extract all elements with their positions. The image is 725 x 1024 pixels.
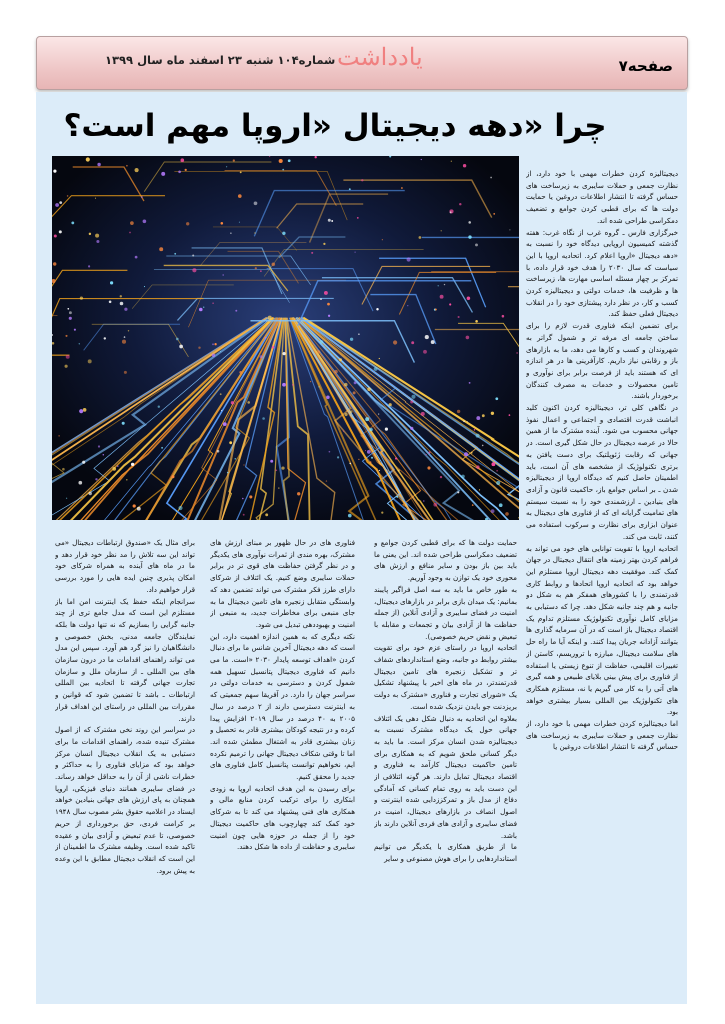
circuit-light [288, 159, 291, 162]
circuit-light [62, 468, 65, 471]
circuit-light [86, 157, 90, 161]
circuit-light [345, 413, 348, 416]
circuit-light [129, 232, 131, 234]
circuit-light [318, 386, 319, 387]
circuit-light [96, 240, 99, 243]
circuit-light [53, 262, 56, 265]
circuit-light [427, 466, 430, 469]
circuit-light [112, 467, 116, 471]
circuit-light [476, 416, 480, 420]
circuit-light [265, 513, 268, 516]
circuit-light [423, 500, 424, 501]
circuit-light [491, 462, 495, 466]
circuit-light [124, 371, 127, 374]
circuit-light [178, 506, 182, 510]
circuit-light [328, 219, 331, 222]
article-paragraph: به طور خاص ما باید به سه اصل فراگیر پایبند بمانیم: یک میدان بازی برابر در بازارهای دیجیتال، امنیت در فضای سایبری و آزادی آنلاین (از جمله حفاظت ها از آزادی بیان و تجمعات و مقابله با تبعیض و نقض حریم خصوصی). [374, 584, 517, 641]
circuit-light [144, 286, 145, 287]
circuit-light [124, 336, 126, 338]
circuit-light [59, 201, 62, 204]
circuit-light [469, 382, 471, 384]
circuit-light [239, 222, 240, 223]
circuit-light [349, 463, 350, 464]
circuit-light [348, 514, 352, 518]
circuit-light [367, 450, 371, 454]
circuit-light [53, 169, 56, 172]
article-paragraph: اتحادیه اروپا با تقویت توانایی های خود می تواند به فراهم کردن بهتر زمینه های انتقال دیجیتال در جهان کمک کند. موفقیت دهه دیجیتال اروپا مستلزم این خواهد بود که اتحادیه اروپا اتحادها و روابط کاری قدرتمندی را با کشورهای همفکر هم به شکل دو جانبه و هم چند جانبه شکل دهد. چرا که دستیابی به مزایای کامل نوآوری تکنولوژیک مستلزم تداوم یک اقتصاد دیجیتال باز است که در آن سرمایه گذاری ها بتوانند آزادانه جریان پیدا کنند. و اینکه آیا ما راه حل های سلامت دیجیتال، مبارزه با تروریسم، کاستن از تغییرات اقلیمی، حفاظت از تنوع زیستی یا استفاده از فناوری برای پیش بینی بلایای طبیعی و همه گیری های آتی را به کار می گیریم یا نه، مستلزم همکاری های تکنولوژیک بین المللی بسیار بیشتری خواهد بود. [526, 543, 678, 717]
article-paragraph: ما از طریق همکاری با یکدیگر می توانیم استانداردهایی را برای هوش مصنوعی و سایر [374, 842, 517, 863]
circuit-light [421, 412, 425, 416]
circuit-light [275, 469, 277, 471]
circuit-light [104, 337, 106, 339]
circuit-light [297, 492, 300, 495]
circuit-light [479, 489, 480, 490]
circuit-light [117, 465, 119, 467]
circuit-light [128, 330, 129, 331]
circuit-light [317, 350, 320, 353]
circuit-light [449, 303, 451, 305]
circuit-light [463, 164, 466, 167]
article-paragraph: خبرگزاری فارس ـ گروه غرب از نگاه غرب: هفته گذشته کمیسیون اروپایی دیدگاه خود را نسبت به «دهه دیجیتال «اروپا اعلام کرد. اتحادیه اروپا با این سیاست که سال ۲۰۳۰ را هدف خود قرار داده، با تمرکز بر چهار مسئله اساسی مهارت ها، زیرساخت ها و ظرفیت ها، خدمات دولتی و دیجیتالیزه کردن کسب و کار، در نظر دارد پیشتازی خود را در انقلاب دیجیتال فعلی حفظ کند. [526, 227, 678, 319]
circuit-light [357, 217, 359, 219]
circuit-light [122, 422, 125, 425]
circuit-light [311, 252, 313, 254]
circuit-light [158, 405, 160, 407]
article-paragraph: برای رسیدن به این هدف اتحادیه اروپا به زودی ابتکاری را برای ترکیب کردن منابع مالی و همکاری های فنی پیشنهاد می کند تا به شرکای خود کمک کند چهارچوب های حاکمیت دیجیتال خود را از جمله در حوزه هایی چون امنیت سایبری و حفاظت از داده ها شکل دهند. [210, 783, 355, 852]
circuit-light [474, 429, 475, 430]
circuit-light [499, 503, 503, 507]
circuit-light [242, 498, 244, 500]
circuit-light [221, 222, 224, 225]
circuit-light [223, 422, 227, 426]
circuit-light [464, 452, 468, 456]
circuit-light [324, 291, 328, 295]
circuit-light [354, 381, 357, 384]
circuit-light [502, 315, 505, 318]
circuit-light [243, 464, 244, 465]
circuit-light [272, 346, 275, 349]
circuit-light [334, 370, 338, 374]
circuit-light [381, 512, 383, 514]
circuit-light [186, 222, 189, 225]
circuit-light [260, 270, 261, 271]
circuit-light [126, 479, 128, 481]
circuit-light [466, 336, 470, 340]
circuit-light [221, 410, 222, 411]
circuit-light [374, 367, 378, 371]
circuit-light [509, 414, 511, 416]
circuit-light [281, 466, 284, 469]
circuit-light [143, 219, 147, 223]
article-title: چرا «دهه دیجیتال «اروپا مهم است؟ [63, 108, 607, 144]
circuit-light [337, 456, 339, 458]
circuit-light [282, 169, 284, 171]
circuit-light [354, 251, 355, 252]
circuit-light [69, 317, 72, 320]
circuit-light [240, 171, 242, 173]
circuit-light [89, 233, 91, 235]
circuit-light [482, 445, 484, 447]
circuit-light [398, 469, 400, 471]
circuit-light [476, 465, 479, 468]
circuit-light [270, 460, 273, 463]
circuit-light [214, 343, 216, 345]
circuit-light [192, 268, 196, 272]
circuit-light [65, 365, 68, 368]
circuit-light [496, 481, 500, 485]
circuit-light [467, 297, 471, 301]
article-column-3 [210, 537, 355, 996]
circuit-light [230, 233, 231, 234]
circuit-light [282, 383, 286, 387]
article-paragraph: دیجیتالیزه کردن خطرات مهمی با خود دارد، از نظارت جمعی و حملات سایبری به زیرساخت های حساس گرفته تا انتشار اطلاعات دروغین یا حمایت دولت ها که برای قطبی کردن جوامع و تضعیف دمکراسی طراحی شده اند. [526, 169, 678, 225]
circuit-light [421, 159, 422, 160]
circuit-light [161, 447, 163, 449]
circuit-light [95, 478, 97, 480]
circuit-light [326, 480, 327, 481]
circuit-light [130, 221, 134, 225]
circuit-light [365, 417, 369, 421]
circuit-light [367, 387, 371, 391]
circuit-light [234, 458, 236, 460]
circuit-light [176, 338, 179, 341]
circuit-light [458, 316, 460, 318]
article-column-4 [55, 537, 195, 996]
circuit-light [88, 492, 91, 495]
circuit-light [174, 253, 176, 255]
circuit-light [407, 257, 411, 261]
circuit-light [389, 403, 392, 406]
circuit-light [198, 346, 200, 348]
circuit-light [496, 470, 498, 472]
circuit-light [66, 355, 70, 359]
circuit-light [370, 461, 372, 463]
circuit-light [471, 452, 473, 454]
circuit-light [133, 504, 136, 507]
circuit-light [376, 308, 378, 310]
article-column-2 [374, 537, 517, 996]
circuit-light [327, 303, 330, 306]
circuit-light [109, 301, 112, 304]
circuit-light [395, 457, 397, 459]
article-paragraph: حمایت دولت ها که برای قطبی کردن جوامع و تضعیف دمکراسی طراحی شده اند. این یعنی ما باید بین باز بودن و سایر منافع و ارزش های محوری خود یک توازن به وجود آوریم. [374, 538, 517, 583]
circuit-light [229, 441, 232, 444]
circuit-light [371, 457, 373, 459]
circuit-light [179, 345, 183, 349]
circuit-light [67, 308, 69, 310]
article-paragraph: اتحادیه اروپا در راستای عزم خود برای تقویت بیشتر روابط دو جانبه، وضع استانداردهای شفاف تر و تشکیل زنجیره های تامین دیجیتال قدرتمندتر، در ماه های اخیر با پیشنهاد تشکیل یک «شورای تجارت و فناوری «مشترک به دولت بریزدنت جو بایدن نزدیک شده است. [374, 643, 517, 711]
circuit-light [467, 421, 468, 422]
circuit-light [120, 295, 122, 297]
circuit-light [282, 232, 285, 235]
circuit-light [95, 234, 99, 238]
circuit-light [268, 316, 272, 320]
circuit-light [365, 450, 366, 451]
circuit-light [426, 454, 427, 455]
page-header [36, 36, 688, 90]
circuit-light [476, 434, 480, 438]
circuit-light [227, 472, 228, 473]
circuit-light [235, 310, 237, 312]
circuit-light [203, 307, 204, 308]
circuit-light [358, 459, 359, 460]
circuit-light [279, 159, 283, 163]
article-paragraph: نکته دیگری که به همین اندازه اهمیت دارد، این است که دهه دیجیتال آخرین شانس ما برای دنبال کردن «اهداف توسعه پایدار ۲۰۳۰ «است. ما می دانیم که فناوری دیجیتال پتانسیل تسهیل همه شمول کردن و دسترسی به خدمات دولتی در سراسر جهان را دارد. در آفریقا سهم جمعیتی که به اینترنت دسترسی دارند از ۲ درصد در سال ۲۰۰۵ به ۴۰ درصد در سال ۲۰۱۹ افزایش پیدا کرده و در نتیجه کودکان بیشتری قادر به تحصیل و زنان بیشتری قادر به اشتغال مطمئن شده اند. اما تا وقتی شکاف دیجیتال جهانی را ترمیم نکرده ایم، نخواهیم توانست پتانسیل کامل فناوری های جدید را محقق کنیم. [210, 631, 355, 782]
circuit-light [272, 263, 276, 267]
circuit-light [239, 371, 242, 374]
circuit-light [344, 383, 348, 387]
circuit-light [79, 343, 80, 344]
circuit-light [74, 329, 76, 331]
circuit-light [82, 461, 85, 464]
circuit-light [278, 487, 279, 488]
circuit-light [331, 220, 333, 222]
circuit-light [122, 340, 126, 344]
circuit-light [88, 359, 92, 363]
circuit-light [379, 470, 380, 471]
circuit-light [411, 395, 415, 399]
circuit-light [423, 350, 427, 354]
circuit-light [369, 428, 372, 431]
circuit-light [457, 491, 459, 493]
circuit-light [212, 343, 214, 345]
circuit-light [181, 158, 185, 162]
circuit-light [457, 410, 460, 413]
circuit-light [254, 232, 255, 233]
circuit-light [419, 236, 422, 239]
circuit-light [315, 156, 317, 158]
circuit-light [343, 431, 344, 432]
circuit-light [260, 355, 263, 358]
circuit-light [396, 496, 398, 498]
circuit-light [444, 284, 445, 285]
circuit-light [212, 354, 216, 358]
circuit-light [185, 169, 187, 171]
circuit-light [320, 298, 322, 300]
circuit-light [243, 514, 245, 516]
article-paragraph: برای مثال یک «صندوق ارتباطات دیجیتال «می تواند این سه تلاش را مد نظر خود قرار دهد و ما در ماه های آینده به همراه شرکای خود امکان پذیری چنین ایده هایی را مورد بررسی قرار خواهیم داد. [55, 538, 195, 594]
page-number: صفحه۷ [618, 57, 673, 75]
article-paragraph: برای تضمین اینکه فناوری قدرت لازم را برای ساختن جامعه ای مرفه تر و شمول گراتر به شهروندان و کسب و کارها می دهد، ما به بازارهای باز و رقابتی نیاز داریم. کارآفرینی ها در هر اندازه ای که هستند باید از فرصت برابر برای نوآوری و تامین محصولات و خدمات به مصرف کنندگان برخوردار باشند. [526, 321, 678, 401]
circuit-light [78, 481, 82, 485]
article-paragraph: فناوری های در حال ظهور بر مبنای ارزش های مشترک، بهره مندی از ثمرات نوآوری های یکدیگر و در نظر گرفتن حفاظت های قوی تر در برابر حملات سایبری وضع کنیم. یک ائتلاف از شرکای دارای طرز فکر مشترک می تواند تضمین دهد که وابستگی متقابل زنجیره های تامین دیجیتال ما به جای منبعی برای مخاطرات جدید، به منبعی از امنیت و بهبوددهی تبدیل می شود. [210, 538, 355, 629]
circuit-light [509, 229, 510, 230]
circuit-light [192, 254, 194, 256]
circuit-light [428, 451, 430, 453]
circuit-light [131, 463, 134, 466]
circuit-light [475, 243, 478, 246]
circuit-light [382, 239, 383, 240]
circuit-light [393, 340, 397, 344]
circuit-light [95, 198, 96, 199]
circuit-light [441, 230, 442, 231]
circuit-light [124, 308, 127, 311]
circuit-light [326, 396, 330, 400]
circuit-light [178, 170, 181, 173]
circuit-light [212, 302, 214, 304]
circuit-light [71, 221, 74, 224]
circuit-light [323, 243, 325, 245]
circuit-light [137, 507, 141, 511]
circuit-light [264, 337, 266, 339]
circuit-light [361, 179, 363, 181]
circuit-light [495, 397, 498, 400]
circuit-light [401, 187, 403, 189]
circuit-light [320, 340, 324, 344]
circuit-light [220, 393, 222, 395]
circuit-light [472, 504, 474, 506]
circuit-light [407, 305, 408, 306]
circuit-light [58, 435, 59, 436]
circuit-light [435, 308, 437, 310]
circuit-light [349, 188, 351, 190]
circuit-light [491, 412, 494, 415]
circuit-light [135, 256, 138, 259]
circuit-light [475, 320, 478, 323]
section-title: یادداشت [337, 43, 423, 71]
circuit-light [431, 340, 435, 344]
circuit-light [451, 161, 452, 162]
circuit-light [379, 358, 380, 359]
circuit-light [329, 451, 331, 453]
circuit-light [249, 495, 252, 498]
circuit-light [516, 352, 517, 353]
circuit-light [66, 498, 67, 499]
circuit-light [490, 177, 492, 179]
circuit-light [339, 358, 342, 361]
circuit-light [247, 401, 250, 404]
article-column-1 [526, 168, 678, 996]
circuit-light [103, 454, 104, 455]
circuit-light [411, 341, 414, 344]
circuit-light [67, 195, 69, 197]
circuit-light [65, 335, 67, 337]
circuit-light [450, 211, 452, 213]
circuit-light [350, 338, 353, 341]
circuit-light [463, 420, 465, 422]
circuit-light [59, 230, 62, 233]
article-paragraph: بعلاوه این اتحادیه به دنبال شکل دهی یک ائتلاف جهانی حول یک دیدگاه مشترک نسبت به دیجیتالیزه شدن انسان مرکز است. ما باید به دیگر کسانی ملحق شویم که به همکاری برای تامین حاکمیت دیجیتال کارآمد به فناوری و اقتصاد دیجیتال تمایل دارند. هر گونه ائتلافی از این دست باید به روی تمام کسانی که آمادگی دفاع از مدل باز و تمرکززدایی شده اینترنت و اصول انصاف در بازارهای دیجیتال، امنیت در فضای سایبری و آزادی های فردی آنلاین دارند باز باشد. [374, 713, 517, 840]
circuit-light [433, 503, 437, 507]
circuit-light [353, 391, 356, 394]
circuit-light [438, 285, 439, 286]
circuit-light [69, 311, 72, 314]
issue-info: شماره۱۰۴ شنبه ۲۳ اسفند ماه سال ۱۳۹۹ [105, 53, 336, 67]
circuit-light [98, 445, 100, 447]
circuit-light [97, 163, 100, 166]
circuit-light [159, 247, 163, 251]
circuit-light [505, 512, 509, 516]
circuit-light [385, 428, 388, 431]
circuit-light [172, 475, 175, 478]
circuit-light [410, 400, 413, 403]
circuit-light [350, 410, 353, 413]
circuit-light [468, 221, 471, 224]
circuit-light [54, 235, 57, 238]
circuit-light [292, 384, 293, 385]
circuit-light [80, 296, 83, 299]
circuit-light [88, 265, 90, 267]
circuit-light [83, 408, 87, 412]
article-paragraph: اما دیجیتالیزه کردن خطرات مهمی با خود دارد، از نظارت جمعی و حملات سایبری به زیرساخت های حساس گرفته تا انتشار اطلاعات دروغین یا [526, 719, 678, 752]
circuit-light [482, 414, 485, 417]
circuit-light [328, 315, 330, 317]
circuit-light [310, 381, 311, 382]
circuit-light [176, 510, 178, 512]
circuit-light [262, 417, 265, 420]
circuit-light [141, 196, 143, 198]
circuit-light [226, 166, 227, 167]
circuit-light [255, 267, 257, 269]
circuit-light [461, 475, 465, 479]
circuit-light [491, 509, 495, 513]
circuit-light [378, 414, 379, 415]
circuit-light [79, 409, 83, 413]
circuit-light [199, 308, 203, 312]
circuit-board-image [52, 156, 519, 520]
circuit-light [55, 203, 59, 207]
circuit-light [217, 450, 220, 453]
circuit-light [126, 165, 128, 167]
circuit-light [282, 352, 285, 355]
circuit-light [110, 281, 113, 284]
circuit-light [161, 172, 165, 176]
circuit-light [468, 235, 471, 238]
circuit-light [231, 401, 234, 404]
circuit-light [135, 168, 139, 172]
circuit-light [238, 194, 242, 198]
circuit-light [120, 302, 124, 306]
circuit-light [440, 476, 442, 478]
circuit-light [410, 427, 413, 430]
circuit-light [493, 213, 495, 215]
circuit-light [440, 295, 444, 299]
article-paragraph: در نگاهی کلی تر، دیجیتالیزه کردن اکنون کلید انباشت قدرت اقتصادی و اجتماعی و اعمال نفوذ جهانی محسوب می شود. آینده مشترک ما از همین حالا در عرصه دیجیتال در حال شکل گیری است. در جهانی که رقابت ژئوپلتیک برای دست یافتن به برتری تکنولوژیک از مشخصه های آن است، باید اطمینان حاصل کنیم که دیدگاه اروپا از دیجیتالیزه شدن ـ بر اساس جوامع باز، حاکمیت قانون و آزادی های بنیادین ـ ارزشمندی خود را به نسبت سیستم های تمامیت گرایانه ای که از فناوری های دیجیتال به عنوان ابزاری برای نظارت و سرکوب استفاده می کنند، ثابت می کند. [526, 403, 678, 541]
circuit-light [222, 274, 224, 276]
circuit-light [254, 201, 258, 205]
circuit-light [220, 351, 221, 352]
circuit-light [233, 159, 235, 161]
article-paragraph: در سراسر این روند نخی مشترک که از اصول مشترک تنیده شده، راهنمای اقدامات ما برای دستیابی به یک انقلاب دیجیتال انسان مرکز خواهد بود که مزایای فناوری را به حداکثر و خطرات ناشی از آن را به حداقل خواهد رساند. در فضای سایبری همانند دنیای فیزیکی، اروپا همچنان به پای ارزش های جهانی بنیادین خواهد ایستاد در اعلامیه حقوق بشر مصوب سال ۱۹۴۸ بر کرامت فردی، حق برخورداری از حریم خصوصی، تا عدم تبعیض و آزادی بیان و عقیده تاکید شده است. وظیفه مشترک ما اطمینان از این است که انقلاب دیجیتال مطابق با این وعده به پیش برود. [55, 725, 195, 875]
article-paragraph: سرانجام اینکه حفظ یک اینترنت امن اما باز مستلزم این است که مدل جامع تری از چند جانبه گرایی را بسازیم که نه تنها دولت ها بلکه نمایندگان جامعه مدنی، بخش خصوصی و دانشگاهیان را نیز گرد هم آورد. سپس این مدل می تواند راهنمای اقدامات ما در درون سازمان های بین المللی ـ از سازمان ملل و سازمان تجارت جهانی گرفته تا اتحادیه بین المللی ارتباطات ـ باشد تا تضمین شود که قوانین و مقررات بین المللی در راستای این اهداف قرار دارند. [55, 596, 195, 723]
circuit-light [425, 335, 429, 339]
circuit-light [459, 203, 461, 205]
circuit-light [358, 333, 360, 335]
